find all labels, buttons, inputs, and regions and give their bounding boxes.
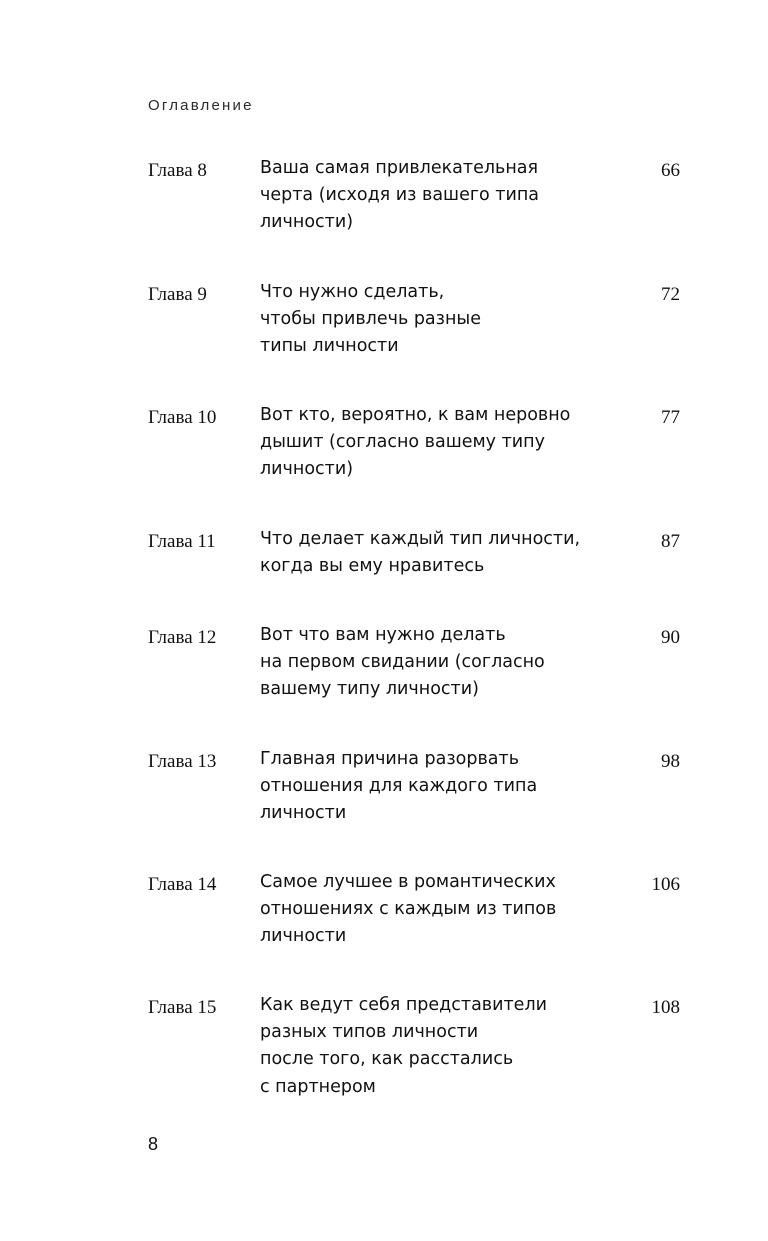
page-number: 87 <box>661 531 680 552</box>
chapter-title: Самое лучшее в романтических отношениях с каждым из типов личности <box>260 872 557 947</box>
chapter-title: Ваша самая привлекательная черта (исходя из вашего типа личности) <box>260 158 540 233</box>
chapter-label: Глава 10 <box>148 407 217 428</box>
page-number: 98 <box>661 751 680 772</box>
chapter-title: Главная причина разорвать отношения для каждого типа личности <box>260 749 538 824</box>
folio-page-number: 8 <box>148 1134 159 1154</box>
page-number: 108 <box>651 997 680 1018</box>
chapter-label: Глава 8 <box>148 160 207 181</box>
chapter-title: Как ведут себя представители разных типов личности после того, как расстались с партнером <box>260 995 548 1097</box>
chapter-label: Глава 13 <box>148 751 217 772</box>
page-number: 66 <box>661 160 680 181</box>
chapter-title: Вот что вам нужно делать на первом свидании (согласно вашему типу личности) <box>260 625 545 700</box>
chapter-label: Глава 12 <box>148 627 217 648</box>
chapter-label: Глава 14 <box>148 874 217 895</box>
chapter-label: Глава 9 <box>148 284 207 305</box>
chapter-label: Глава 11 <box>148 531 216 552</box>
chapter-title: Что делает каждый тип личности, когда вы ему нравитесь <box>260 529 581 577</box>
page-number: 90 <box>661 627 680 648</box>
chapter-title: Вот кто, вероятно, к вам неровно дышит (согласно вашему типу личности) <box>260 405 571 480</box>
running-title: Оглавление <box>148 97 254 114</box>
chapter-label: Глава 15 <box>148 997 217 1018</box>
page-number: 106 <box>651 874 680 895</box>
chapter-title: Что нужно сделать, чтобы привлечь разные типы личности <box>260 282 481 357</box>
page-number: 72 <box>661 284 680 305</box>
page-number: 77 <box>661 407 680 428</box>
